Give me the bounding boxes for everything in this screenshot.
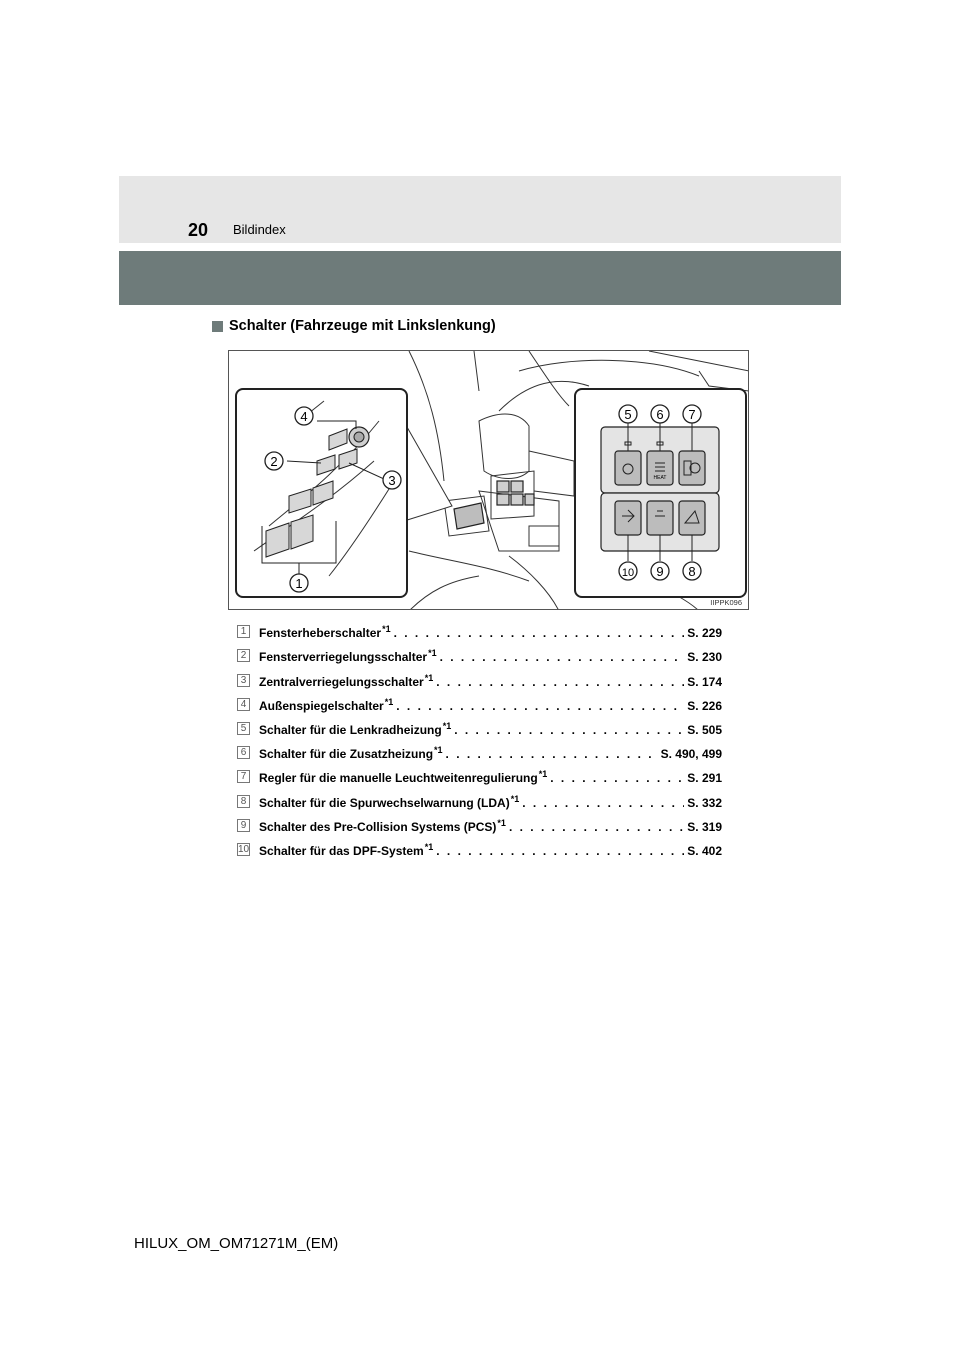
callout-10: 10 <box>621 567 635 579</box>
footer-doc-id: HILUX_OM_OM71271M_(EM) <box>134 1235 339 1252</box>
page-reference-link[interactable]: S. 226 <box>687 698 722 713</box>
legend-label: Schalter für die Zusatzheizung$^{*1}$ <box>259 745 443 762</box>
legend-label: Schalter des Pre-Collision Systems (PCS)$^{*1}$ <box>259 817 506 834</box>
legend-item <box>237 761 722 785</box>
section-title: Bildindex <box>233 222 286 237</box>
legend-number: 9 <box>237 819 250 832</box>
legend-label: Regler für die manuelle Leuchtweitenregulierung$^{*1}$ <box>259 769 548 786</box>
footnote-marker: *1 <box>442 720 452 731</box>
legend-label: Fensterverriegelungsschalter$^{*1}$ <box>259 648 437 665</box>
page-reference-link[interactable]: S. 319 <box>687 819 722 834</box>
legend-number: 10 <box>237 843 250 855</box>
legend-item <box>237 713 722 737</box>
legend-label: Schalter für die Lenkradheizung$^{*1}$ <box>259 720 452 737</box>
dot-leader <box>436 675 684 689</box>
callout-6: 6 <box>656 407 664 422</box>
header-bar <box>119 176 841 243</box>
dot-leader <box>440 650 685 664</box>
legend-item <box>237 737 722 761</box>
legend-number: 6 <box>237 746 250 759</box>
legend-label: Fensterheberschalter$^{*1}$ <box>259 624 391 641</box>
footnote-marker: *1 <box>538 769 548 780</box>
footnote-marker: *1 <box>382 624 391 635</box>
subheading <box>212 318 496 334</box>
page-reference-link[interactable]: S. 402 <box>687 843 722 858</box>
callout-4: 4 <box>300 409 308 424</box>
legend-label: Schalter für das DPF-System$^{*1}$ <box>259 841 434 858</box>
legend-number: 7 <box>237 770 250 783</box>
page-reference-link[interactable]: S. 291 <box>687 771 722 786</box>
legend-item <box>237 640 722 664</box>
dot-leader <box>394 626 685 640</box>
switches-illustration <box>228 350 749 610</box>
legend-label: Zentralverriegelungsschalter$^{*1}$ <box>259 672 434 689</box>
footnote-marker: *1 <box>434 745 443 756</box>
legend-label: Außenspiegelschalter$^{*1}$ <box>259 696 394 713</box>
subheading-text: Schalter (Fahrzeuge mit Linkslenkung) <box>229 318 496 334</box>
square-bullet-icon <box>212 321 223 332</box>
callout-7: 7 <box>688 407 696 422</box>
legend-item <box>237 810 722 834</box>
legend-label: Schalter für die Spurwechselwarnung (LDA)$^{*1}$ <box>259 793 520 810</box>
callout-5: 5 <box>624 407 632 422</box>
legend-item <box>237 785 722 809</box>
legend-number: 1 <box>237 625 250 638</box>
illustration-drawing <box>229 351 749 610</box>
legend-item <box>237 616 722 640</box>
callout-9: 9 <box>656 564 664 579</box>
page-reference-link[interactable]: S. 174 <box>687 674 722 689</box>
legend-item <box>237 689 722 713</box>
page-reference-link[interactable]: S. 229 <box>687 626 722 641</box>
footnote-marker: *1 <box>510 793 520 804</box>
footnote-marker: *1 <box>428 648 437 659</box>
dot-leader <box>454 723 684 737</box>
footnote-marker: *1 <box>424 841 434 852</box>
legend-number: 8 <box>237 795 250 808</box>
legend-number: 5 <box>237 722 250 735</box>
callout-2: 2 <box>270 454 278 469</box>
legend-number: 2 <box>237 649 250 662</box>
dot-leader <box>509 820 684 834</box>
footnote-marker: *1 <box>497 817 506 828</box>
footnote-marker: *1 <box>384 696 394 707</box>
page-reference-link[interactable]: S. 490, 499 <box>660 747 722 762</box>
callout-3: 3 <box>388 473 396 488</box>
heat-label: HEAT <box>653 475 667 481</box>
dot-leader <box>446 747 658 761</box>
legend-item <box>237 664 722 688</box>
dot-leader <box>550 771 684 785</box>
callout-8: 8 <box>688 564 696 579</box>
page-reference-link[interactable]: S. 230 <box>687 650 722 665</box>
callout-1: 1 <box>295 576 303 591</box>
legend-number: 3 <box>237 674 250 687</box>
header-band <box>119 251 841 305</box>
page-number: 20 <box>188 220 209 240</box>
legend-number: 4 <box>237 698 250 711</box>
page-reference-link[interactable]: S. 505 <box>687 722 722 737</box>
dot-leader <box>396 699 684 713</box>
footnote-marker: *1 <box>424 672 434 683</box>
legend-item <box>237 834 722 858</box>
dot-leader <box>522 796 684 810</box>
page-reference-link[interactable]: S. 332 <box>687 795 722 810</box>
dot-leader <box>436 844 684 858</box>
legend-list <box>237 616 722 858</box>
figure-code: IIPPK096 <box>710 598 742 607</box>
